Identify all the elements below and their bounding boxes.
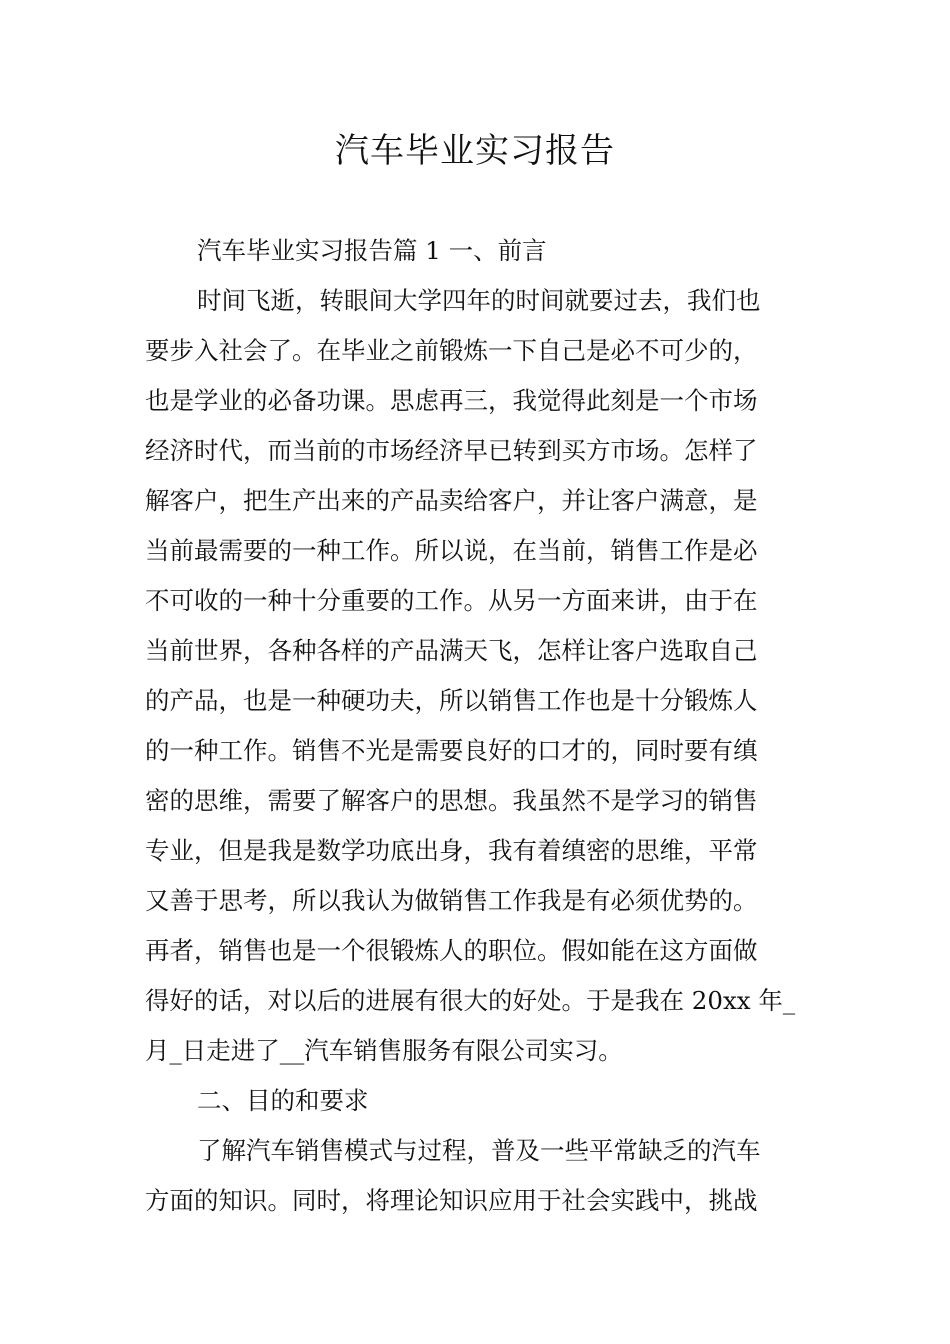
- paragraph-line: 密的思维，需要了解客户的思想。我虽然不是学习的销售: [145, 786, 758, 815]
- paragraph-line: 的一种工作。销售不光是需要良好的口才的，同时要有缜: [145, 736, 758, 765]
- paragraph-line: 当前最需要的一种工作。所以说，在当前，销售工作是必: [145, 536, 758, 565]
- section-heading-preface: 汽车毕业实习报告篇 1 一、前言: [197, 236, 547, 265]
- section-heading-goals: 二、目的和要求: [197, 1086, 369, 1115]
- paragraph-line: 方面的知识。同时，将理论知识应用于社会实践中，挑战: [145, 1186, 758, 1215]
- paragraph-line: 得好的话，对以后的进展有很大的好处。于是我在 20xx 年_: [145, 986, 796, 1015]
- paragraph-line: 再者，销售也是一个很锻炼人的职位。假如能在这方面做: [145, 936, 758, 965]
- paragraph-line: 经济时代，而当前的市场经济早已转到买方市场。怎样了: [145, 436, 758, 465]
- paragraph-line: 的产品，也是一种硬功夫，所以销售工作也是十分锻炼人: [145, 686, 758, 715]
- paragraph-line: 当前世界，各种各样的产品满天飞，怎样让客户选取自己: [145, 636, 758, 665]
- paragraph-line: 要步入社会了。在毕业之前锻炼一下自己是必不可少的，: [145, 336, 758, 365]
- paragraph-line: 了解汽车销售模式与过程，普及一些平常缺乏的汽车: [197, 1136, 761, 1165]
- paragraph-line: 解客户，把生产出来的产品卖给客户，并让客户满意，是: [145, 486, 758, 515]
- paragraph-line: 时间飞逝，转眼间大学四年的时间就要过去，我们也: [197, 286, 761, 315]
- document-body: [145, 226, 807, 1226]
- paragraph-line: 不可收的一种十分重要的工作。从另一方面来讲，由于在: [145, 586, 758, 615]
- document-title: 汽车毕业实习报告: [335, 131, 615, 171]
- paragraph-line: 也是学业的必备功课。思虑再三，我觉得此刻是一个市场: [145, 386, 758, 415]
- paragraph-line: 专业，但是我是数学功底出身，我有着缜密的思维，平常: [145, 836, 758, 865]
- paragraph-line: 月_日走进了__汽车销售服务有限公司实习。: [145, 1036, 623, 1065]
- paragraph-line: 又善于思考，所以我认为做销售工作我是有必须优势的。: [145, 886, 758, 915]
